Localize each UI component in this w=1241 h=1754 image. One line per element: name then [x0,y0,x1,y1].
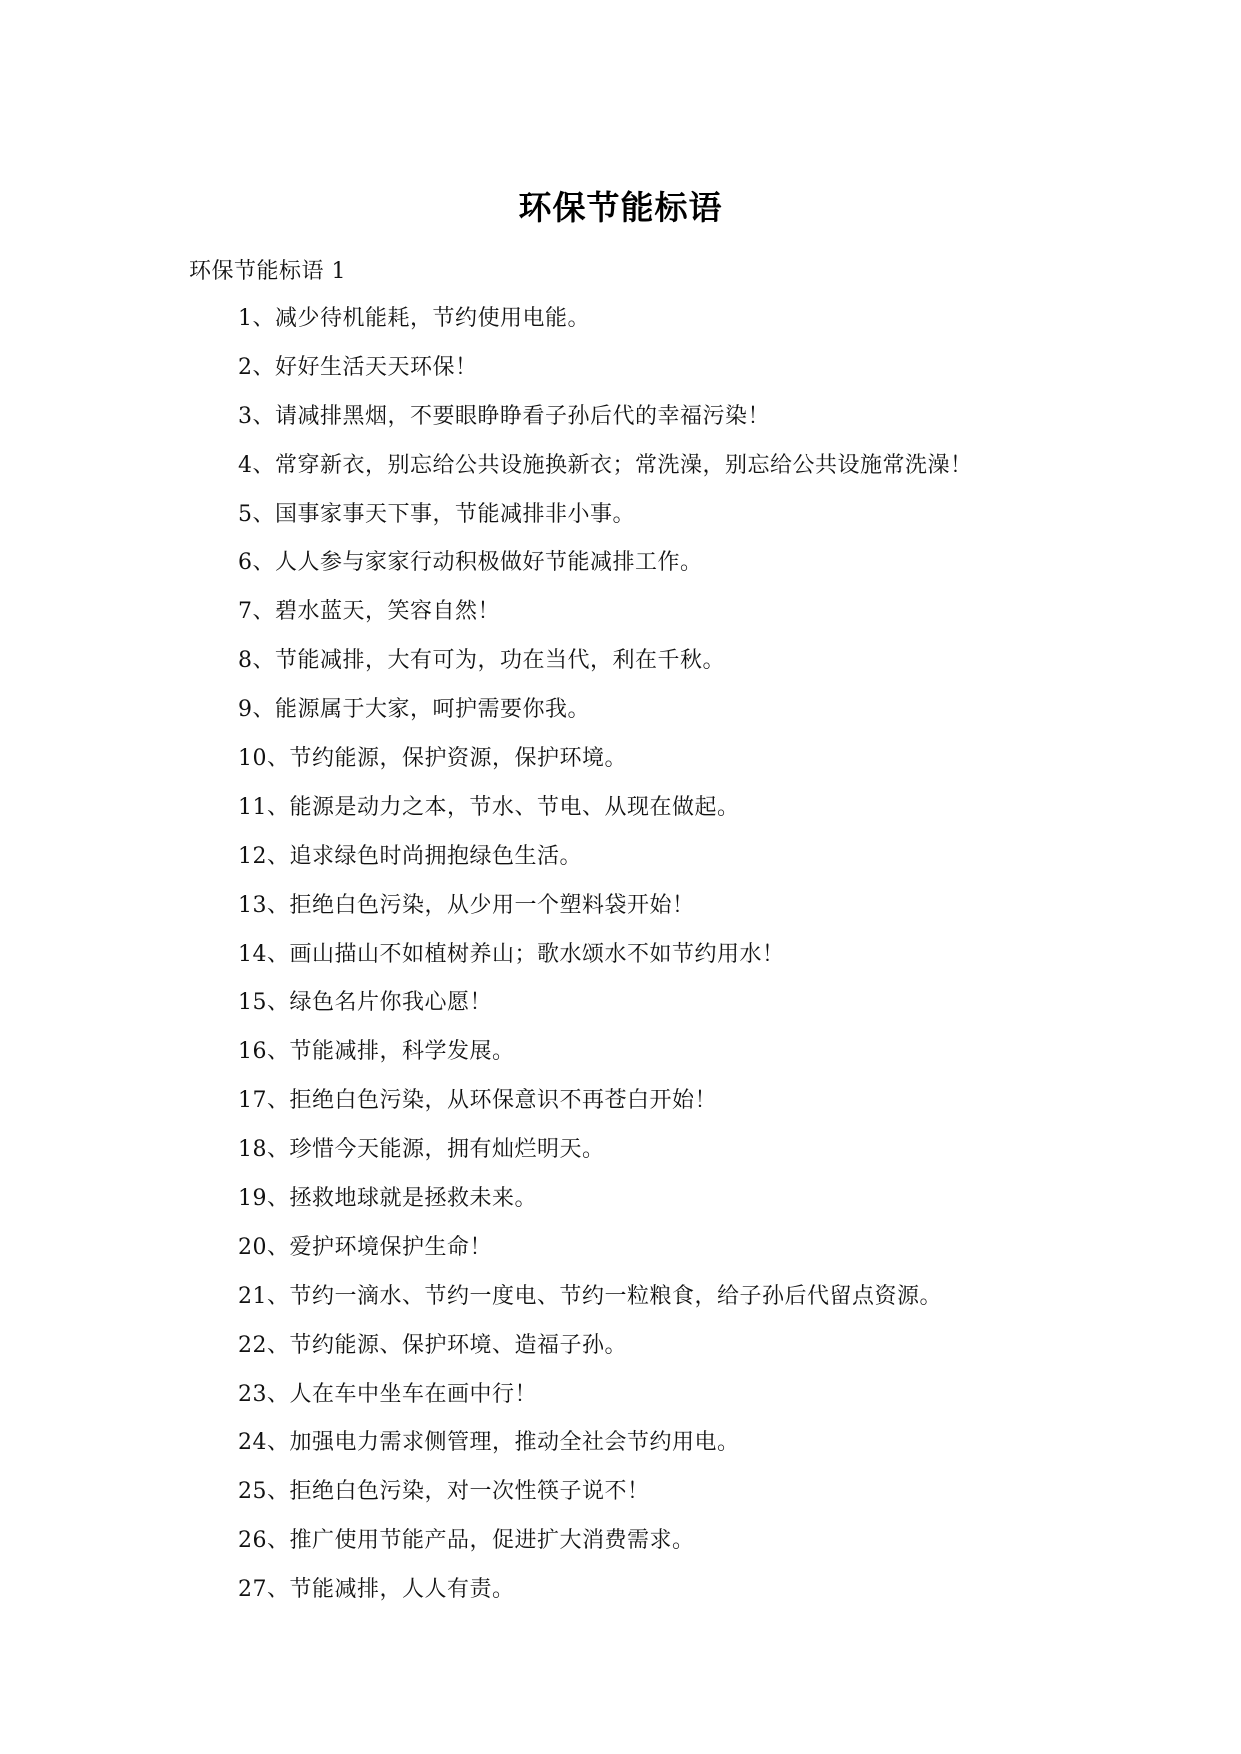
section-heading: 环保节能标语 1 [189,259,346,284]
slogan-item-14: 14、画山描山不如植树养山；歌水颂水不如节约用水！ [238,941,785,967]
slogan-item-27: 27、节能减排，人人有责。 [238,1577,515,1603]
slogan-item-20: 20、爱护环境保护生命！ [238,1234,492,1260]
slogan-item-4: 4、常穿新衣，别忘给公共设施换新衣；常洗澡，别忘给公共设施常洗澡！ [238,452,973,478]
slogan-item-15: 15、绿色名片你我心愿！ [238,990,492,1016]
slogan-item-6: 6、人人参与家家行动积极做好节能减排工作。 [238,550,703,576]
slogan-item-7: 7、碧水蓝天，笑容自然！ [238,599,500,625]
slogan-item-12: 12、追求绿色时尚拥抱绿色生活。 [238,843,582,869]
slogan-item-10: 10、节约能源，保护资源，保护环境。 [238,746,627,772]
slogan-item-24: 24、加强电力需求侧管理，推动全社会节约用电。 [238,1430,740,1456]
slogan-item-17: 17、拒绝白色污染，从环保意识不再苍白开始！ [238,1088,717,1114]
slogan-item-3: 3、请减排黑烟，不要眼睁睁看子孙后代的幸福污染！ [238,403,770,429]
slogan-list [238,304,1198,1624]
slogan-item-25: 25、拒绝白色污染，对一次性筷子说不！ [238,1479,650,1505]
slogan-item-21: 21、节约一滴水、节约一度电、节约一粒粮食，给子孙后代留点资源。 [238,1283,942,1309]
slogan-item-26: 26、推广使用节能产品，促进扩大消费需求。 [238,1528,695,1554]
slogan-item-2: 2、好好生活天天环保！ [238,354,478,380]
slogan-item-8: 8、节能减排，大有可为，功在当代，利在千秋。 [238,648,725,674]
slogan-item-11: 11、能源是动力之本，节水、节电、从现在做起。 [238,794,740,820]
slogan-item-13: 13、拒绝白色污染，从少用一个塑料袋开始！ [238,892,695,918]
slogan-item-9: 9、能源属于大家，呵护需要你我。 [238,697,590,723]
slogan-item-5: 5、国事家事天下事，节能减排非小事。 [238,501,635,527]
document-title: 环保节能标语 [518,188,723,227]
slogan-item-18: 18、珍惜今天能源，拥有灿烂明天。 [238,1137,605,1163]
slogan-item-19: 19、拯救地球就是拯救未来。 [238,1186,537,1212]
slogan-item-23: 23、人在车中坐车在画中行！ [238,1381,537,1407]
slogan-item-22: 22、节约能源、保护环境、造福子孙。 [238,1332,627,1358]
slogan-item-16: 16、节能减排，科学发展。 [238,1039,515,1065]
slogan-item-1: 1、减少待机能耗，节约使用电能。 [238,306,590,331]
